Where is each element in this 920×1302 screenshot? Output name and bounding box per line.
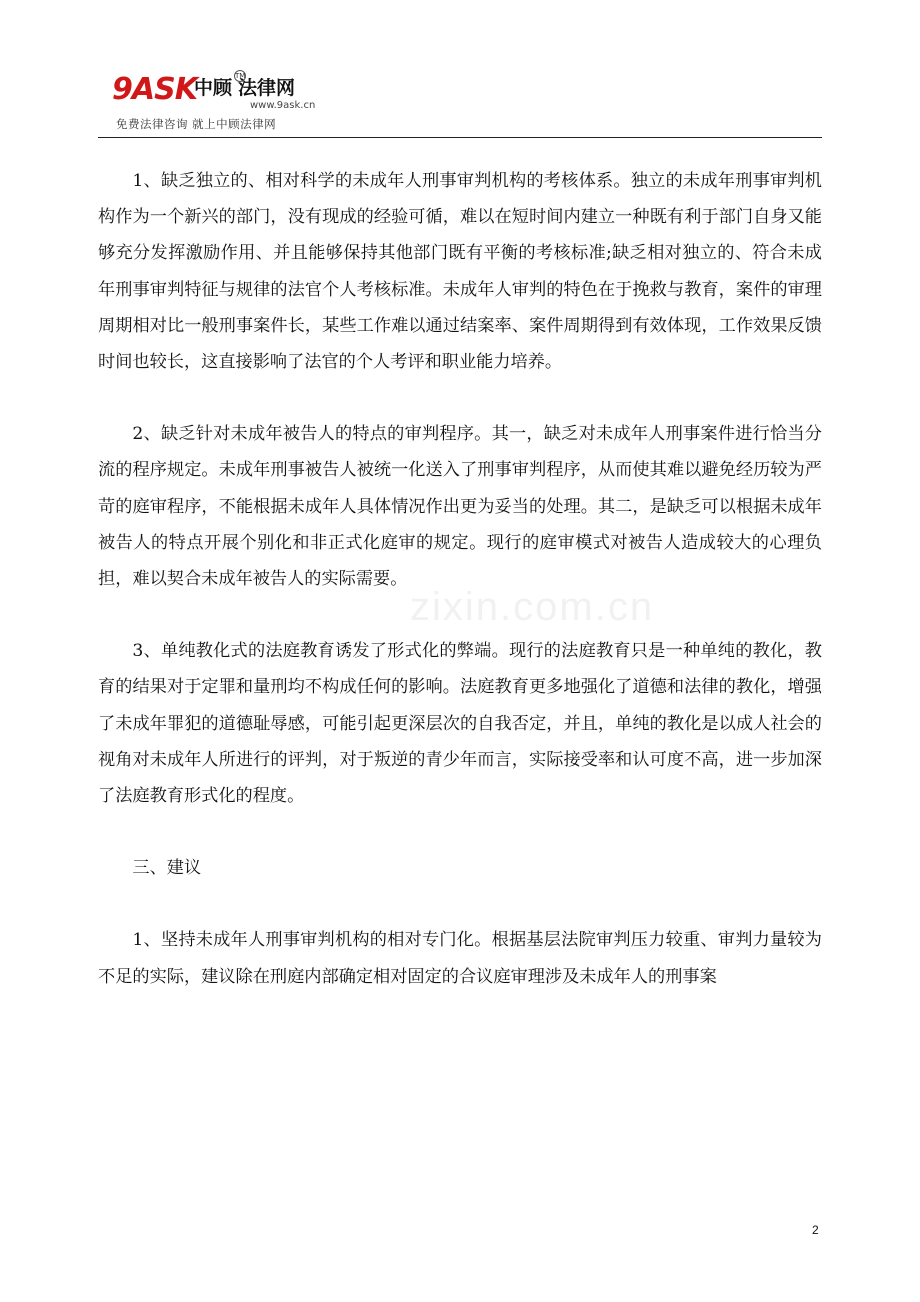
logo-site-name: 法律网 — [238, 77, 296, 99]
header-tagline: 免费法律咨询 就上中顾法律网 — [116, 117, 277, 131]
paragraph-3: 3、单纯教化式的法庭教育诱发了形式化的弊端。现行的法庭教育只是一种单纯的教化，教育的结果对于定罪和量刑均不构成任何的影响。法庭教育更多地强化了道德和法律的教化，增强了未成年罪犯的道德耻辱感，可能引起更深层次的自我否定，并且，单纯的教化是以成人社会的视角对未成年人所进行的评判，对于叛逆的青少年而言，实际接受率和认可度不高，进一步加深了法庭教育形式化的程度。 — [98, 641, 822, 807]
paragraph-spacer — [98, 814, 822, 850]
paragraph-spacer — [98, 886, 822, 922]
document-body — [98, 163, 822, 995]
logo-mark: 9ASK — [112, 72, 197, 107]
logo-brand: 中顾 — [194, 77, 233, 99]
paragraph-4: 1、坚持未成年人刑事审判机构的相对专门化。根据基层法院审判压力较重、审判力量较为不足的实际，建议除在刑庭内部确定相对固定的合议庭审理涉及未成年人的刑事案 — [98, 930, 822, 987]
paragraph-spacer — [98, 597, 822, 633]
logo-url: www.9ask.cn — [250, 100, 316, 111]
paragraph-2: 2、缺乏针对未成年被告人的特点的审判程序。其一，缺乏对未成年人刑事案件进行恰当分流的程序规定。未成年刑事被告人被统一化送入了刑事审判程序，从而使其难以避免经历较为严苛的庭审程序，不能根据未成年人具体情况作出更为妥当的处理。其二，是缺乏可以根据未成年被告人的特点开展个别化和非正式化庭审的规定。现行的庭审模式对被告人造成较大的心理负担，难以契合未成年被告人的实际需要。 — [98, 424, 822, 590]
page-number: 2 — [812, 1223, 819, 1237]
trademark-icon: TM — [235, 72, 246, 80]
paragraph-1: 1、缺乏独立的、相对科学的未成年人刑事审判机构的考核体系。独立的未成年刑事审判机构作为一个新兴的部门，没有现成的经验可循，难以在短时间内建立一种既有利于部门自身又能够充分发挥激励作用、并且能够保持其他部门既有平衡的考核标准;缺乏相对独立的、符合未成年刑事审判特征与规律的法官个人考核标准。未成年人审判的特色在于挽救与教育，案件的审理周期相对比一般刑事案件长，某些工作难以通过结案率、案件周期得到有效体现，工作效果反馈时间也较长，这直接影响了法官的个人考评和职业能力培养。 — [98, 171, 822, 373]
page-header — [98, 70, 822, 140]
watermark: zixin.com.cn — [410, 585, 655, 629]
section-heading: 三、建议 — [132, 858, 202, 879]
paragraph-spacer — [98, 380, 822, 416]
header-divider — [98, 137, 822, 138]
